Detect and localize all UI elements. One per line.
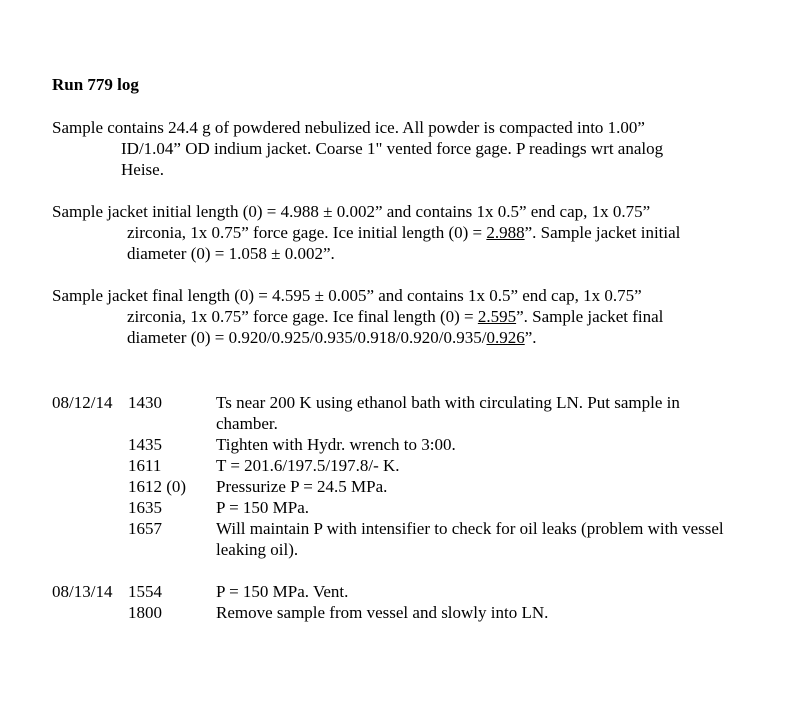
log-note: P = 150 MPa. <box>216 498 310 517</box>
log-date: 08/12/14 <box>52 393 113 412</box>
log-time: 1657 <box>128 519 162 538</box>
initial-length-line2 <box>52 222 752 243</box>
run-log <box>52 392 772 623</box>
final-length-line1: Sample jacket final length (0) = 4.595 ± 0.005” and contains 1x 0.5” end cap, 1x 0.75” <box>52 286 642 305</box>
log-note: Will maintain P with intensifier to check for oil leaks (problem with vessel leaking oil). <box>216 519 724 559</box>
sample-description-line3: Heise. <box>121 160 164 179</box>
log-note: T = 201.6/197.5/197.8/- K. <box>216 456 400 475</box>
log-entry <box>52 581 772 602</box>
final-length-line2 <box>52 306 752 327</box>
log-time: 1800 <box>128 603 162 622</box>
final-diameter-value: 0.926 <box>486 328 525 347</box>
log-entry <box>52 434 772 455</box>
initial-length-paragraph <box>52 201 752 264</box>
final-length-line3-text: diameter (0) = 0.920/0.925/0.935/0.918/0.920/0.935/ <box>127 328 487 347</box>
final-length-line2-tail: ”. Sample jacket final <box>516 307 664 326</box>
log-entry <box>52 476 772 497</box>
log-entry <box>52 392 772 434</box>
log-time: 1611 <box>128 456 162 475</box>
log-note: Tighten with Hydr. wrench to 3:00. <box>216 435 456 454</box>
log-entry <box>52 455 772 476</box>
sample-description <box>52 117 752 180</box>
log-title: Run 779 log <box>52 75 139 94</box>
sample-description-line1: Sample contains 24.4 g of powdered nebulized ice. All powder is compacted into 1.00” <box>52 118 645 137</box>
final-length-line3 <box>52 327 752 348</box>
log-entry <box>52 518 772 560</box>
log-note: Pressurize P = 24.5 MPa. <box>216 477 388 496</box>
initial-length-line2-text: zirconia, 1x 0.75” force gage. Ice initial length (0) = <box>127 223 487 242</box>
log-note: Remove sample from vessel and slowly into LN. <box>216 603 549 622</box>
log-note: Ts near 200 K using ethanol bath with circulating LN. Put sample in chamber. <box>216 393 680 433</box>
log-date: 08/13/14 <box>52 582 113 601</box>
ice-initial-length-value: 2.988 <box>486 223 525 242</box>
log-entry <box>52 497 772 518</box>
log-note: P = 150 MPa. Vent. <box>216 582 349 601</box>
log-time: 1635 <box>128 498 162 517</box>
log-time: 1554 <box>128 582 162 601</box>
log-time: 1430 <box>128 393 162 412</box>
initial-length-line1: Sample jacket initial length (0) = 4.988 ± 0.002” and contains 1x 0.5” end cap, 1x 0.75” <box>52 202 651 221</box>
final-length-line2-text: zirconia, 1x 0.75” force gage. Ice final length (0) = <box>127 307 478 326</box>
final-length-line3-tail: ”. <box>524 328 537 347</box>
sample-description-line2: ID/1.04” OD indium jacket. Coarse 1" vented force gage. P readings wrt analog <box>121 139 664 158</box>
log-spacer <box>52 560 772 581</box>
log-entry <box>52 602 772 623</box>
log-time: 1612 (0) <box>128 477 187 496</box>
initial-length-line2-tail: ”. Sample jacket initial <box>524 223 681 242</box>
log-time: 1435 <box>128 435 162 454</box>
final-length-paragraph <box>52 285 752 348</box>
initial-length-line3: diameter (0) = 1.058 ± 0.002”. <box>127 244 335 263</box>
ice-final-length-value: 2.595 <box>477 307 517 326</box>
